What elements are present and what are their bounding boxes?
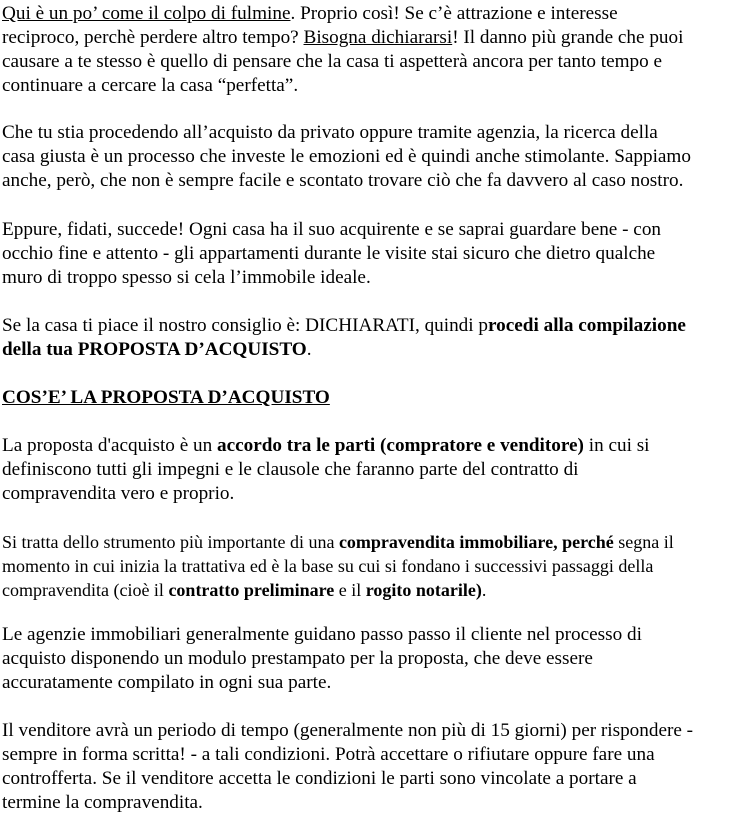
paragraph-fidati [2,218,661,290]
underlined-phrase: Qui è un po’ come il colpo di fulmine [2,3,291,24]
text-line [2,2,683,26]
bold-phrase: rocedi alla compilazione [488,315,686,336]
text-line [2,338,686,362]
bold-phrase: della tua PROPOSTA D’ACQUISTO [2,339,307,360]
text-run: Si tratta dello strumento più importante di una [2,532,339,552]
text-line [2,314,686,338]
section-heading [2,386,330,410]
text-line: causare a te stesso è quello di pensare che la casa ti aspetterà ancora per tanto tempo e [2,51,663,72]
heading-text: COS’E’ LA PROPOSTA D’ACQUISTO [2,387,330,408]
paragraph-strumento [2,530,674,602]
text-run: . Proprio così! Se c’è attrazione e interesse [290,3,618,24]
text-line: sempre in forma scritta! - a tali condizioni. Potrà accettare o rifiutare oppure fare una [2,744,655,765]
text-line [2,530,674,554]
text-run: ! Il danno più grande che puoi [452,27,684,48]
text-run: e il [334,580,366,600]
text-line: acquisto disponendo un modulo prestampato per la proposta, che deve essere [2,648,593,669]
paragraph-ricerca-casa [2,121,691,193]
text-line: Che tu stia procedendo all’acquisto da privato oppure tramite agenzia, la ricerca della [2,122,658,143]
paragraph-consiglio [2,314,686,362]
paragraph-venditore [2,719,693,815]
text-line: casa giusta è un processo che investe le emozioni ed è quindi anche stimolante. Sappiamo [2,146,691,167]
text-line: accuratamente compilato in ogni sua parte. [2,672,332,693]
text-run: . [481,580,487,600]
text-line: compravendita vero e proprio. [2,483,235,504]
text-line: termine la compravendita. [2,792,203,813]
text-line: muro di troppo spesso si cela l’immobile ideale. [2,267,371,288]
text-line: occhio fine e attento - gli appartamenti durante le visite stai sicuro che dietro qualche [2,243,656,264]
text-line: controfferta. Se il venditore accetta le condizioni le parti sono vincolate a portare a [2,768,637,789]
bold-phrase: compravendita immobiliare, perché [338,532,614,552]
text-run: compravendita (cioè il [2,580,169,600]
text-line: anche, però, che non è sempre facile e scontato trovare ciò che fa davvero al caso nostro. [2,170,684,191]
text-line: Eppure, fidati, succede! Ogni casa ha il suo acquirente e se saprai guardare bene - con [2,219,662,240]
paragraph-agenzie [2,623,642,695]
text-run: La proposta d'acquisto è un [2,435,217,456]
bold-phrase: accordo tra le parti (compratore e venditore) [217,435,584,456]
bold-phrase: rogito notarile) [365,580,482,600]
text-run: reciproco, perchè perdere altro tempo? [2,27,304,48]
text-line: Il venditore avrà un periodo di tempo (generalmente non più di 15 giorni) per rispondere - [2,720,694,741]
text-line [2,578,674,602]
text-line [2,434,650,458]
text-line: Le agenzie immobiliari generalmente guidano passo passo il cliente nel processo di [2,624,642,645]
text-run: . [306,339,312,360]
bold-phrase: contratto preliminare [168,580,335,600]
text-line: continuare a cercare la casa “perfetta”. [2,75,299,96]
paragraph-definizione [2,434,650,506]
text-run: segna il [613,532,674,552]
text-line: momento in cui inizia la trattativa ed è la base su cui si fondano i successivi passaggi della [2,556,654,576]
text-line: definiscono tutti gli impegni e le clausole che faranno parte del contratto di [2,459,579,480]
paragraph-colpo-di-fulmine [2,2,683,98]
text-line [2,26,683,50]
underlined-phrase: Bisogna dichiararsi [303,27,453,48]
text-run: in cui si [583,435,650,456]
text-run: Se la casa ti piace il nostro consiglio è: DICHIARATI, quindi p [2,315,488,336]
